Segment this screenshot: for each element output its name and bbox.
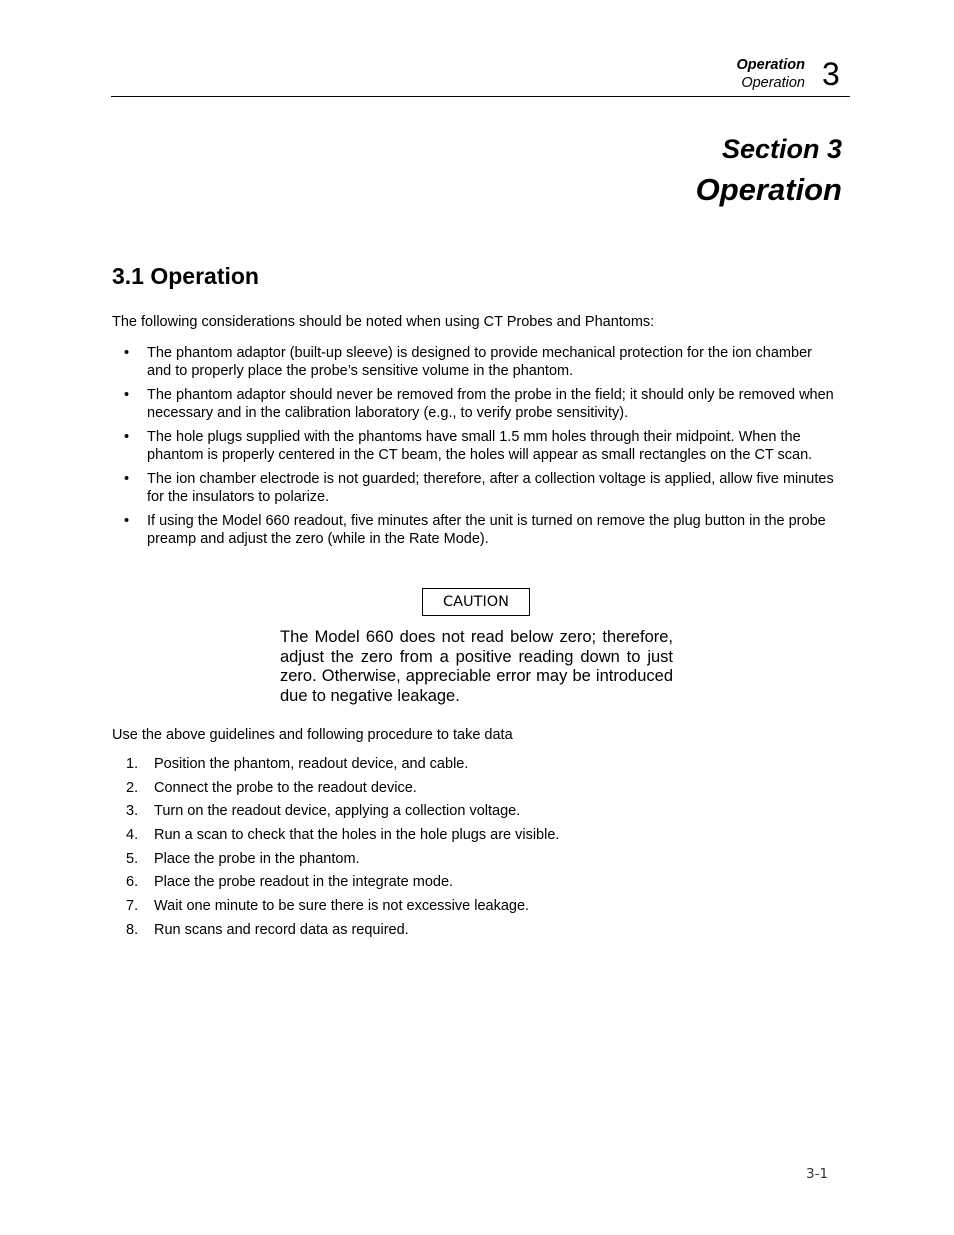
step-number: 3. (126, 803, 139, 820)
caution-text: The Model 660 does not read below zero; therefore, adjust the zero from a positive reading down to just zero. Otherwise, appreciable error may be introduced due to negative leakage. (280, 628, 673, 706)
section-title-heading: Operation (695, 172, 842, 207)
bullet-icon: • (124, 429, 130, 445)
running-header (737, 56, 805, 92)
subsection-heading: 3.1 Operation (112, 263, 259, 289)
step-text: Turn on the readout device, applying a collection voltage. (154, 803, 521, 820)
section-number-heading: Section 3 (721, 134, 842, 164)
header-divider (111, 96, 850, 97)
step-number: 1. (126, 756, 139, 772)
list-item (112, 826, 559, 850)
list-item (112, 386, 838, 422)
list-item-text: If using the Model 660 readout, five minutes after the unit is turned on remove the plug button in the probe preamp and adjust the zero (while in the Rate Mode). (147, 513, 826, 547)
step-text: Connect the probe to the readout device. (154, 779, 417, 796)
page-number: 3-1 (806, 1166, 829, 1182)
step-text: Run a scan to check that the holes in the hole plugs are visible. (154, 827, 560, 844)
step-text: Place the probe readout in the integrate mode. (154, 874, 454, 891)
list-item (112, 344, 838, 380)
step-text: Run scans and record data as required. (154, 921, 409, 938)
list-item (112, 755, 559, 779)
bullet-icon: • (124, 513, 130, 529)
step-number: 5. (126, 850, 139, 867)
list-item (112, 779, 559, 803)
list-item (112, 873, 559, 897)
step-number: 4. (126, 827, 139, 844)
list-item (112, 512, 838, 548)
procedure-steps (112, 755, 559, 945)
list-item-text: The ion chamber electrode is not guarded; therefore, after a collection voltage is applied, allow five minutes for the insulators to polarize. (147, 471, 834, 505)
step-text: Place the probe in the phantom. (154, 850, 360, 867)
procedure-intro: Use the above guidelines and following procedure to take data (112, 727, 513, 743)
step-number: 6. (126, 874, 139, 891)
header-section-title: Operation (741, 75, 805, 91)
step-number: 7. (126, 898, 139, 915)
bullet-icon: • (124, 471, 130, 487)
list-item-text: The hole plugs supplied with the phantoms have small 1.5 mm holes through their midpoint. When the phantom is properly centered in the CT beam, the holes will appear as small rectangles on the CT scan. (147, 429, 813, 463)
considerations-list (112, 344, 838, 554)
step-text: Position the phantom, readout device, and cable. (154, 756, 469, 772)
list-item (112, 921, 559, 945)
intro-paragraph: The following considerations should be noted when using CT Probes and Phantoms: (112, 314, 655, 330)
step-number: 8. (126, 921, 139, 938)
list-item (112, 470, 838, 506)
list-item-text: The phantom adaptor should never be removed from the probe in the field; it should only be removed when necessary and in the calibration laboratory (e.g., to verify probe sensitivity). (147, 387, 834, 421)
bullet-icon: • (124, 387, 130, 403)
header-chapter-title: Operation (736, 57, 805, 73)
step-text: Wait one minute to be sure there is not excessive leakage. (154, 898, 530, 915)
list-item (112, 428, 838, 464)
list-item (112, 850, 559, 874)
list-item (112, 897, 559, 921)
step-number: 2. (126, 779, 139, 796)
bullet-icon: • (124, 345, 130, 361)
list-item-text: The phantom adaptor (built-up sleeve) is designed to provide mechanical protection for the ion chamber and to properly place the probe’s sensitive volume in the phantom. (147, 345, 812, 379)
list-item (112, 802, 559, 826)
caution-label: CAUTION (422, 588, 530, 616)
header-chapter-number: 3 (822, 56, 840, 92)
